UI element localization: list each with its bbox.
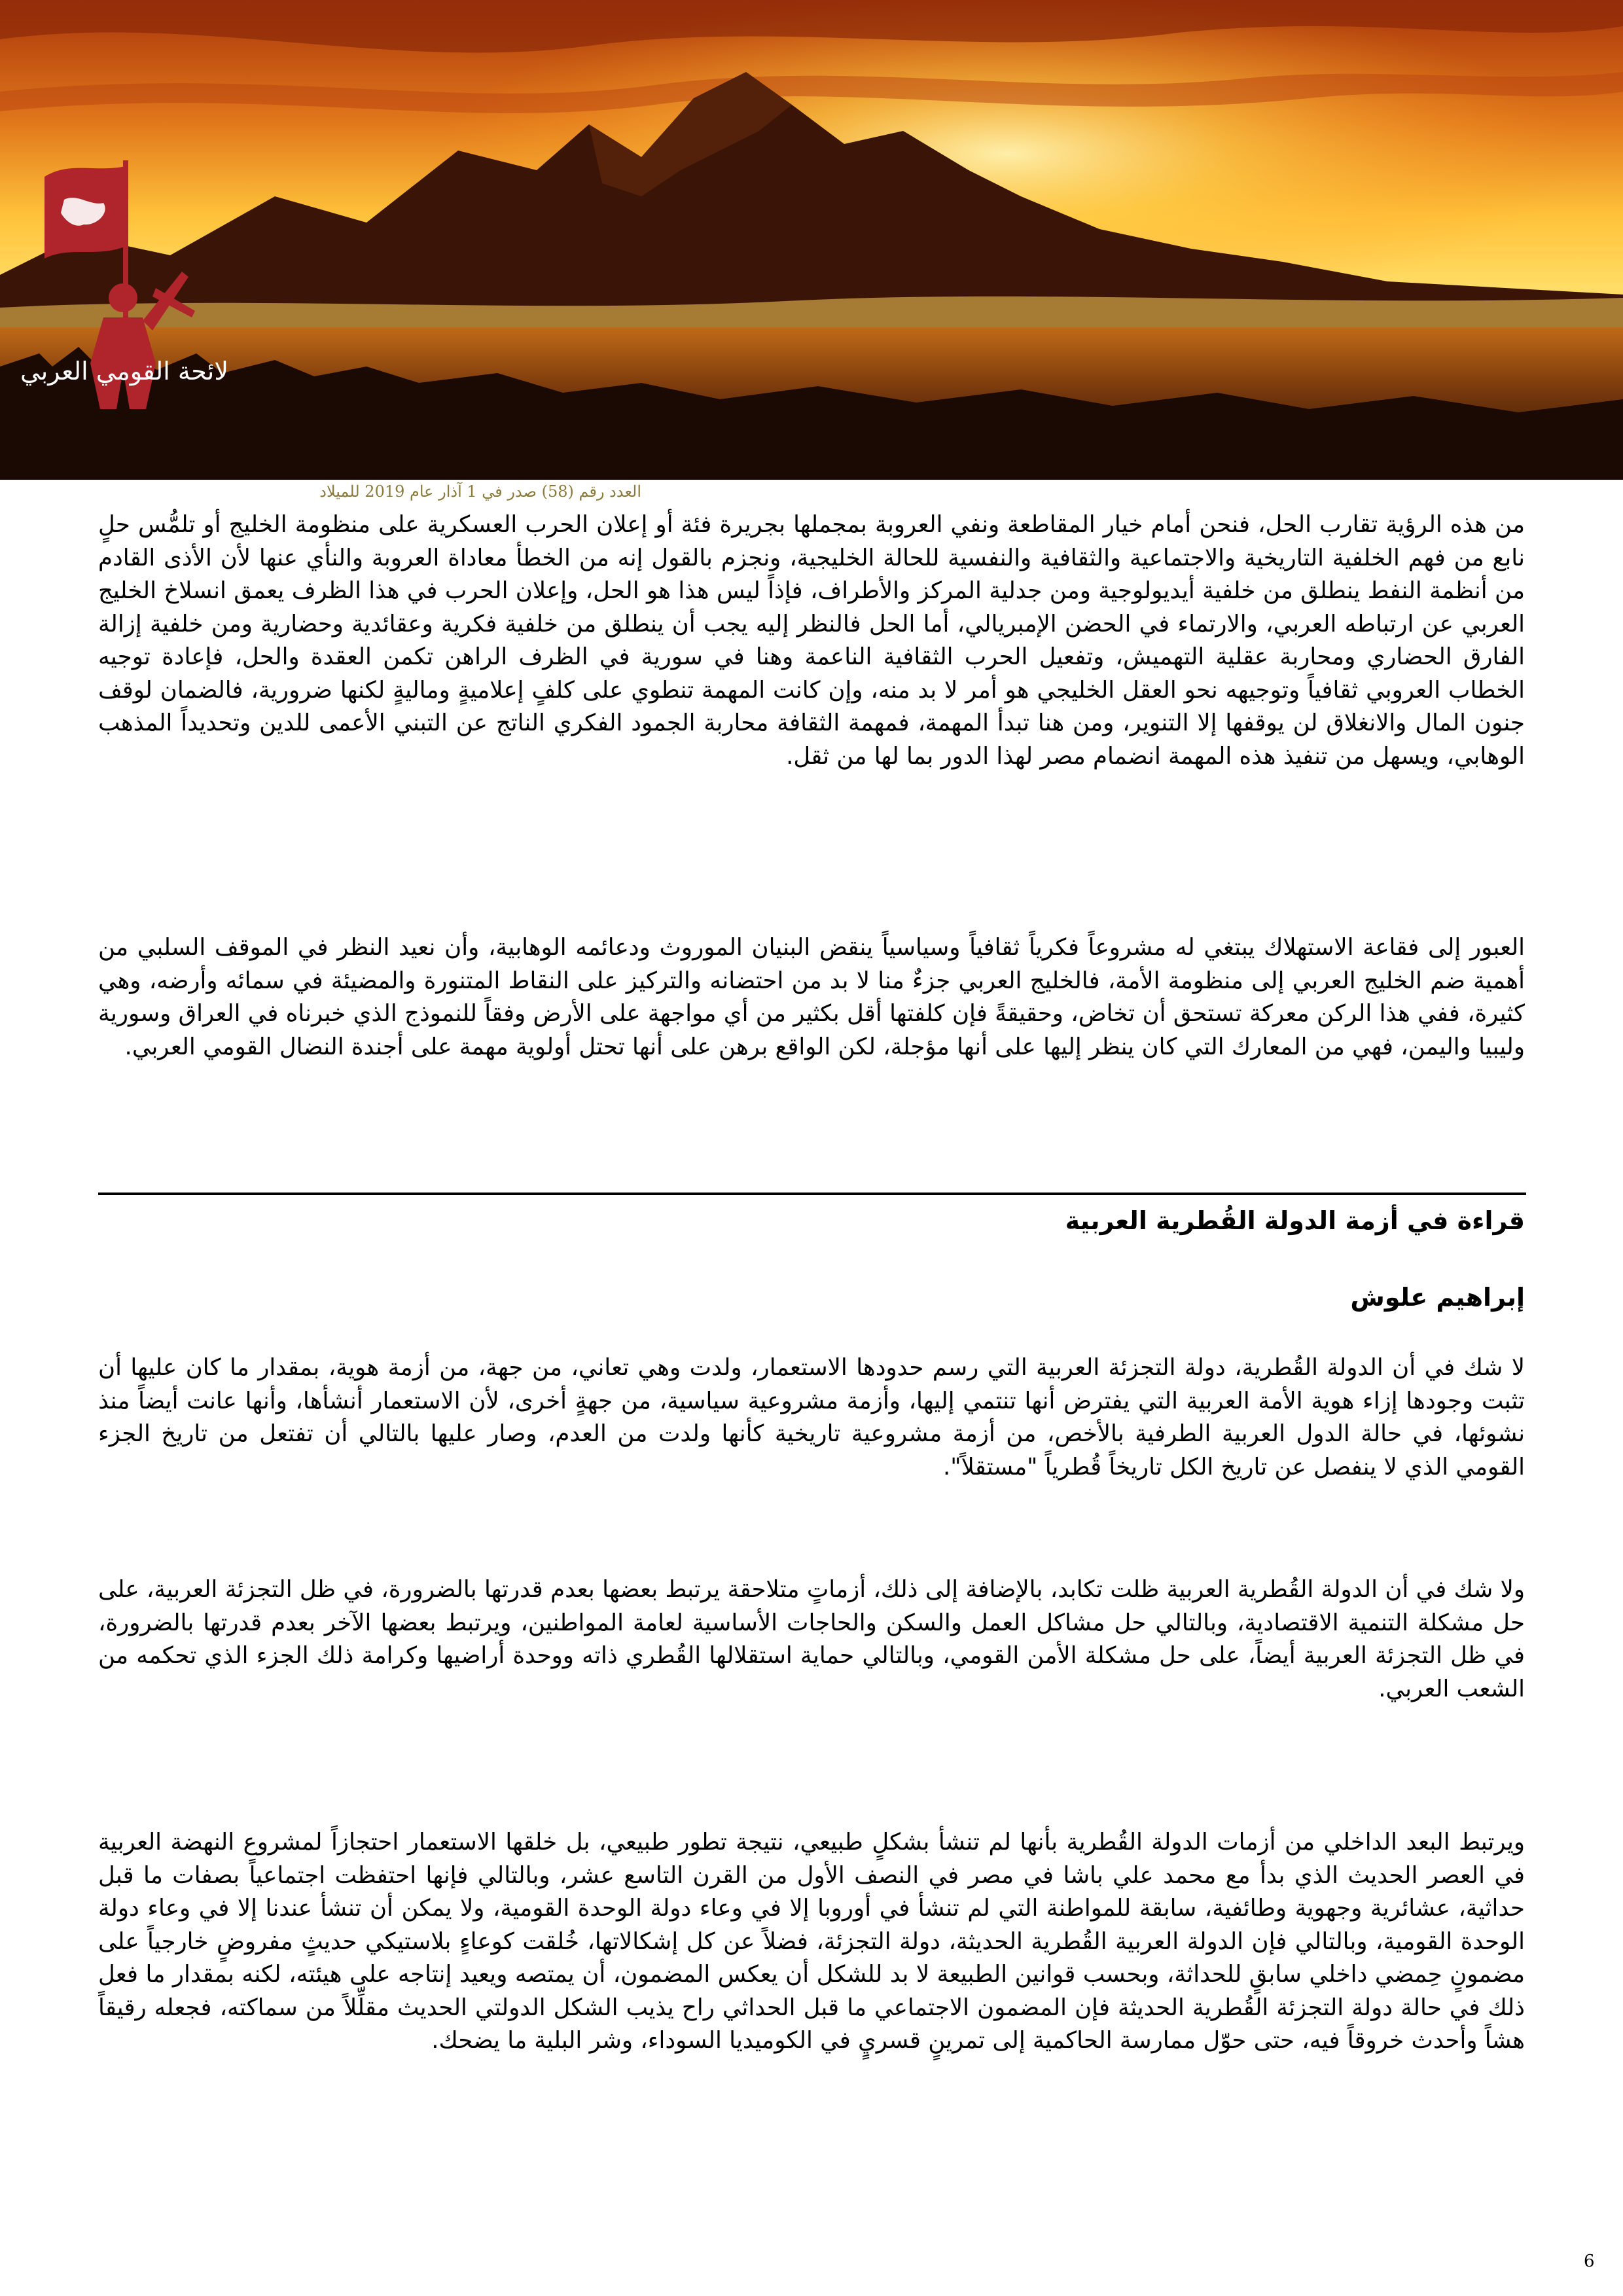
logo-text: لائحة القومي العربي	[20, 357, 228, 386]
article2-paragraph-2: ولا شك في أن الدولة القُطرية العربية ظلت تكابد، بالإضافة إلى ذلك، أزماتٍ متلاحقة يرتبط بعضها بعدم قدرتها بالضرورة، في ظل التجزئة العربية، على حل مشكلة التنمية الاقتصادية، وبالتالي حل مشاكل العمل والسكن والحاجات الأساسية لعامة المواطنين، ويرتبط بعضها الآخر بعدم قدرتها بالضرورة، في ظل التجزئة العربية أيضاً، على حل مشكلة الأمن القومي، وبالتالي حماية استقلالها القُطري ذاته ووحدة أراضيها وكرامة ذلك الجزء الذي تحكمه من الشعب العربي.	[98, 1576, 1525, 1702]
article2-paragraph-1: لا شك في أن الدولة القُطرية، دولة التجزئة العربية التي رسم حدودها الاستعمار، ولدت وهي تعاني، من جهة، من أزمة هوية، بمقدار ما كان عليها أن تثبت وجودها إزاء هوية الأمة العربية التي يفترض أنها تنتمي إليها، وأزمة مشروعية سياسية، من جهةٍ أخرى، لأن الاستعمار أنشأها، وأنها عانت أيضاً منذ نشوئها، في حالة الدول العربية الطرفية بالأخص، من أزمة مشروعية تاريخية كأنها ولدت من العدم، وصار عليها بالتالي أن تفتعل من تاريخ الجزء القومي الذي لا ينفصل عن تاريخ الكل تاريخاً قُطرياً "مستقلاً".	[98, 1354, 1525, 1480]
mountain-sunset-photo	[0, 0, 1623, 480]
section-divider	[98, 1193, 1526, 1195]
article1-paragraph-2: العبور إلى فقاعة الاستهلاك يبتغي له مشروعاً فكرياً ثقافياً وسياسياً ينقض البنيان الموروث ودعائمه الوهابية، وأن نعيد النظر في الموقف السلبي من أهمية ضم الخليج العربي إلى منظومة الأمة، فالخليج العربي جزءٌ منا لا بد من احتضانه والتركيز على النقاط المتنورة والمضيئة في سمائه وأرضه، وهي كثيرة، ففي هذا الركن معركة تستحق أن تخاض، وحقيقةً فإن كلفتها أقل بكثير من أي مواجهة على الأرض وفقاً للنموذج الذي خبرناه في العراق وسورية وليبيا واليمن، فهي من المعارك التي كان ينظر إليها على أنها مؤجلة، لكن الواقع برهن على أنها تحتل أولوية مهمة على أجندة النضال القومي العربي.	[98, 934, 1525, 1060]
page-number: 6	[1584, 2251, 1595, 2271]
article-author: إبراهيم علوش	[1350, 1283, 1525, 1312]
article1-paragraph-1: من هذه الرؤية تقارب الحل، فنحن أمام خيار المقاطعة ونفي العروبة بمجملها بجريرة فئة أو إعلان الحرب العسكرية على منظومة الخليج أو تلمُّس حلٍ نابع من فهم الخلفية التاريخية والاجتماعية والثقافية والنفسية للحالة الخليجية، ونجزم بالقول إنه من الخطأ معاداة العروبة والنأي عنها لأن الأذى القادم من أنظمة النفط ينطلق من خلفية أيديولوجية ومن جدلية المركز والأطراف، فإذاً ليس هذا هو الحل، وإعلان الحرب في هذا الظرف يعمق انسلاخ الخليج العربي عن ارتباطه العربي، والارتماء في الحضن الإمبريالي، أما الحل فالنظر إليه يجب أن ينطلق من خلفية فكرية وعقائدية وحضارية ومن خلفية إزالة الفارق الحضاري ومحاربة عقلية التهميش، وتفعيل الحرب الثقافية الناعمة وهنا في سورية في الظرف الراهن تكمن العقدة والحل، فإعادة توجيه الخطاب العروبي ثقافياً وتوجيهه نحو العقل الخليجي هو أمر لا بد منه، وإن كانت المهمة تنطوي على كلفٍ إعلاميةٍ وماليةٍ لكنها ضرورية، فالضمان لوقف جنون المال والانغلاق لن يوقفها إلا التنوير، ومن هنا تبدأ المهمة، فمهمة الثقافة محاربة الجمود الفكري الناتج عن التبني الأعمى للدين وتحديداً المذهب الوهابي، ويسهل من تنفيذ هذه المهمة انضمام مصر لهذا الدور بما لها من ثقل.	[98, 511, 1525, 770]
header-banner	[0, 0, 1623, 480]
issue-line: العدد رقم (58) صدر في 1 آذار عام 2019 للميلاد	[319, 482, 641, 501]
article2-paragraph-3: ويرتبط البعد الداخلي من أزمات الدولة القُطرية بأنها لم تنشأ بشكلٍ طبيعي، نتيجة تطور طبيعي، بل خلقها الاستعمار احتجازاً لمشروع النهضة العربية في العصر الحديث الذي بدأ مع محمد علي باشا في مصر في النصف الأول من القرن التاسع عشر، وبالتالي فإنها احتفظت اجتماعياً بصفات ما قبل حداثية، عشائرية وجهوية وطائفية، سابقة للمواطنة التي لم تنشأ في أوروبا إلا في وعاء دولة الوحدة القومية، ولا يمكن أن تنشأ عندنا إلا في وعاء دولة الوحدة القومية، وبالتالي فإن الدولة العربية القُطرية الحديثة، دولة التجزئة، فضلاً عن كل إشكالاتها، خُلقت كوعاءٍ بلاستيكي حديثٍ مفروضٍ خارجياً على مضمونٍ حِمضي داخلي سابقٍ للحداثة، وبحسب قوانين الطبيعة لا بد للشكل أن يعكس المضمون، أن يمتصه ويعيد إنتاجه على هيئته، لكنه بمقدار ما فعل ذلك في حالة دولة التجزئة القُطرية الحديثة فإن المضمون الاجتماعي ما قبل الحداثي راح يذيب الشكل الدولتي الحديث مقلِّلاً من سماكته، فجعله رقيقاً هشاً وأحدث خروقاً فيه، حتى حوّل ممارسة الحاكمية إلى تمرينٍ قسريٍ في الكوميديا السوداء، وشر البلية ما يضحك.	[98, 1829, 1525, 2054]
article-title: قراءة في أزمة الدولة القُطرية العربية	[1065, 1206, 1525, 1235]
